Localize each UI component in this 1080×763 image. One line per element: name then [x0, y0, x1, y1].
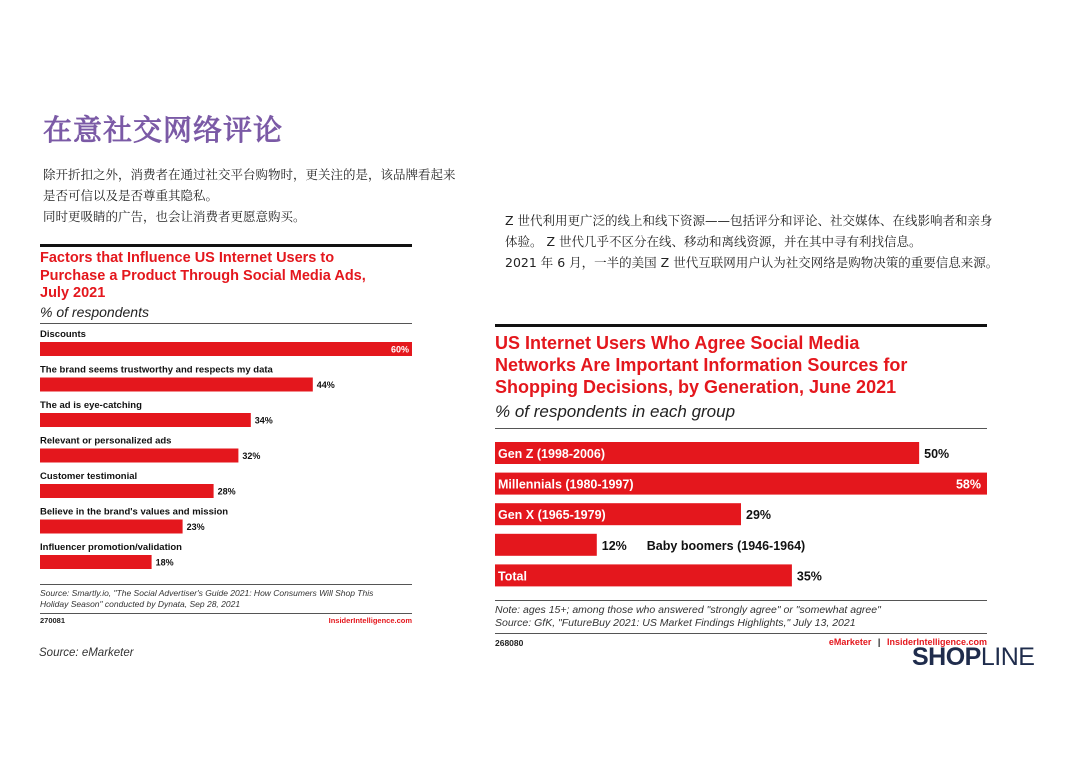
chart-title	[495, 332, 907, 398]
chart-title	[40, 250, 366, 303]
chart-top-rule	[495, 324, 987, 327]
chart-generations	[495, 324, 987, 654]
bar	[40, 484, 214, 498]
chart-id: 270081	[40, 616, 66, 625]
chart-divider	[495, 633, 987, 634]
chart-brand-insider: InsiderIntelligence.com	[886, 637, 987, 647]
chart-divider	[495, 428, 987, 429]
chart-divider	[40, 584, 412, 585]
chart-divider	[40, 323, 412, 324]
category-label: Customer testimonial	[40, 471, 138, 482]
category-label: Discounts	[40, 329, 86, 340]
chart-divider	[495, 600, 987, 601]
chart-factors	[40, 244, 412, 629]
source-caption: Source: eMarketer	[39, 647, 134, 659]
category-label: Gen X (1965-1979)	[498, 508, 606, 523]
left-paragraph-line: 是否可信以及是否尊重其隐私。	[43, 188, 219, 203]
chart-subtitle: % of respondents	[40, 304, 149, 320]
value-label: 34%	[254, 415, 273, 426]
right-paragraph-line: 2021 年 6 月，一半的美国 Z 世代互联网用户认为社交网络是购物决策的重要信息来源。	[505, 255, 999, 270]
category-label: Relevant or personalized ads	[40, 435, 172, 447]
category-label: Gen Z (1998-2006)	[498, 447, 605, 461]
chart-source	[40, 588, 373, 610]
category-label: Baby boomers (1946-1964)	[646, 538, 806, 553]
bar	[40, 555, 152, 569]
chart-top-rule	[40, 244, 412, 247]
chart-brand: InsiderIntelligence.com	[328, 616, 412, 625]
right-paragraph	[505, 210, 1045, 273]
bar	[40, 378, 313, 392]
left-paragraph-line: 除开折扣之外，消费者在通过社交平台购物时，更关注的是，该品牌看起来	[43, 167, 456, 182]
value-label: 28%	[217, 486, 236, 497]
chart-plot-area	[40, 328, 412, 578]
chart-title-line: Purchase a Product Through Social Media Ads,	[40, 267, 366, 284]
bar	[40, 520, 183, 534]
value-label: 58%	[955, 477, 981, 492]
value-label: 44%	[316, 380, 335, 390]
bar	[495, 534, 597, 556]
value-label: 12%	[601, 538, 627, 553]
logo-part: SHOP	[912, 643, 981, 671]
chart-title-line: Shopping Decisions, by Generation, June 2021	[495, 377, 897, 397]
chart-title-line: July 2021	[40, 285, 106, 301]
category-label: The brand seems trustworthy and respects my data	[40, 364, 273, 376]
bar	[495, 564, 792, 586]
bar	[40, 342, 412, 356]
category-label: The ad is eye-catching	[40, 400, 142, 411]
chart-note-line: Note: ages 15+; among those who answered "strongly agree" or "somewhat agree"	[495, 604, 881, 616]
left-paragraph	[43, 164, 493, 227]
left-paragraph-line: 同时更吸睛的广告，也会让消费者更愿意购买。	[43, 209, 306, 224]
chart-title-line: Factors that Influence US Internet Users to	[40, 250, 335, 266]
logo-part: LINE	[980, 643, 1035, 671]
chart-subtitle: % of respondents in each group	[495, 402, 736, 421]
chart-divider	[40, 613, 412, 614]
chart-source-line: Holiday Season" conducted by Dynata, Sep 28, 2021	[40, 599, 241, 609]
chart-id: 268080	[495, 638, 524, 648]
chart-source-line: Source: Smartly.io, "The Social Advertiser's Guide 2021: How Consumers Will Shop This	[40, 588, 374, 598]
chart-brand-emarketer: eMarketer	[828, 637, 872, 647]
category-label: Millennials (1980-1997)	[498, 477, 634, 492]
chart-title-line: US Internet Users Who Agree Social Media	[495, 333, 860, 353]
chart-plot-area	[495, 436, 987, 596]
value-label: 32%	[242, 451, 261, 461]
category-label: Total	[498, 569, 527, 584]
value-label: 60%	[390, 344, 409, 355]
shopline-logo	[912, 643, 1034, 672]
chart-title-line: Networks Are Important Information Sources for	[495, 355, 908, 375]
category-label: Influencer promotion/validation	[40, 542, 182, 553]
bar	[40, 449, 238, 463]
chart-note-line: Source: GfK, "FutureBuy 2021: US Market Findings Highlights," July 13, 2021	[495, 617, 856, 629]
bar	[40, 413, 251, 427]
value-label: 29%	[746, 508, 772, 523]
category-label: Believe in the brand's values and mission	[40, 506, 229, 518]
value-label: 35%	[796, 569, 822, 584]
value-label: 50%	[924, 447, 950, 461]
value-label: 18%	[155, 557, 174, 568]
chart-note	[495, 604, 881, 630]
right-paragraph-line: 体验。 Z 世代几乎不区分在线、移动和离线资源，并在其中寻有利找信息。	[505, 234, 922, 249]
chart-brand-separator: |	[877, 637, 881, 647]
right-paragraph-line: Z 世代利用更广泛的线上和线下资源——包括评分和评论、社交媒体、在线影响者和亲身	[505, 213, 993, 228]
page-title: 在意社交网络评论	[43, 113, 284, 147]
value-label: 23%	[186, 522, 205, 532]
